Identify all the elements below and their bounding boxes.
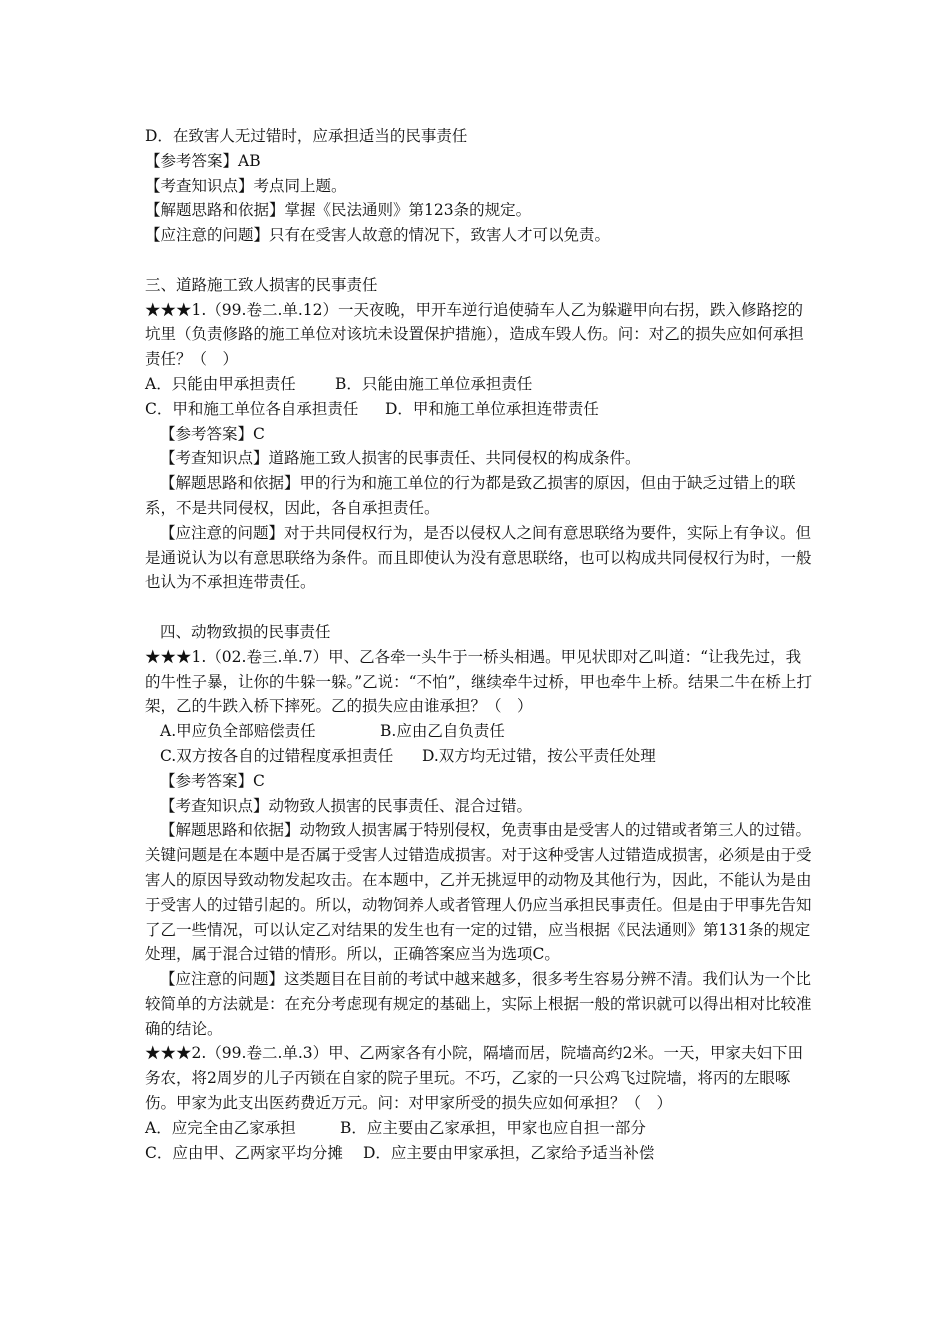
s4-q1-option-a: A.甲应负全部赔偿责任 xyxy=(160,722,316,741)
s4-q1-answer: 【参考答案】C xyxy=(160,771,265,790)
s3-q1-option-d: D．甲和施工单位承担连带责任 xyxy=(385,399,599,418)
spacer xyxy=(145,248,815,273)
s4-q1-knowledge: 【考查知识点】动物致人损害的民事责任、混合过错。 xyxy=(160,796,533,815)
prev-knowledge: 【考查知识点】考点同上题。 xyxy=(145,176,347,195)
s3-q1-stem: ★★★1.（99.卷二.单.12）一天夜晚，甲开车逆行追使骑车人乙为躲避甲向右拐，跌入修路挖的坑里（负责修路的施工单位对该坑未设置保护措施），造成车毁人伤。问：对乙的损失应如何承担责任？（ ） xyxy=(145,300,804,369)
s3-q1-attention: 【应注意的问题】对于共同侵权行为，是否以侵权人之间有意思联络为要件，实际上有争议。但是通说认为以有意思联络为条件。而且即使认为没有意思联络，也可以构成共同侵权行为时，一般也认为不承担连带责任。 xyxy=(145,523,812,592)
s3-q1-answer: 【参考答案】C xyxy=(160,424,265,443)
s3-q1-options-ab xyxy=(145,372,815,397)
s4-q1-option-d: D.双方均无过错，按公平责任处理 xyxy=(422,746,656,765)
s4-q1-reasoning: 【解题思路和依据】动物致人损害属于特别侵权，免责事由是受害人的过错或者第三人的过错。关键问题是在本题中是否属于受害人过错造成损害。对于这种受害人过错造成损害，必须是由于受害人的原因导致动物发起攻击。在本题中，乙并无挑逗甲的动物及其他行为，因此，不能认为是由于受害人的过错引起的。所以，动物饲养人或者管理人仍应当承担民事责任。但是由于甲事先告知了乙一些情况，可以认定乙对结果的发生也有一定的过错，应当根据《民法通则》第131条的规定处理，属于混合过错的情形。所以，正确答案应当为选项C。 xyxy=(145,821,812,964)
s3-q1-option-c: C．甲和施工单位各自承担责任 xyxy=(145,399,359,418)
s4-q1-stem: ★★★1.（02.卷三.单.7）甲、乙各牵一头牛于一桥头相遇。甲见状即对乙叫道：“让我先过，我的牛性子暴，让你的牛躲一躲。”乙说：“不怕”，继续牵牛过桥，甲也牵牛上桥。结果二牛在桥上打架，乙的牛跌入桥下摔死。乙的损失应由谁承担？（ ） xyxy=(145,647,813,716)
prev-reasoning: 【解题思路和依据】掌握《民法通则》第123条的规定。 xyxy=(145,201,532,220)
s4-q2-option-d: D．应主要由甲家承担，乙家给予适当补偿 xyxy=(363,1143,655,1162)
s3-q1-reasoning: 【解题思路和依据】甲的行为和施工单位的行为都是致乙损害的原因，但由于缺乏过错上的联系，不是共同侵权，因此，各自承担责任。 xyxy=(145,474,796,517)
spacer xyxy=(145,595,815,620)
s4-q2-option-b: B．应主要由乙家承担，甲家也应自担一部分 xyxy=(340,1118,646,1137)
prev-option-d: D．在致害人无过错时，应承担适当的民事责任 xyxy=(145,127,468,145)
s4-q1-options-ab xyxy=(145,719,815,744)
prev-attention: 【应注意的问题】只有在受害人故意的情况下，致害人才可以免责。 xyxy=(145,226,611,245)
s4-q1-option-b: B.应由乙自负责任 xyxy=(380,722,505,741)
s3-q1-knowledge: 【考查知识点】道路施工致人损害的民事责任、共同侵权的构成条件。 xyxy=(160,449,641,468)
prev-answer: 【参考答案】AB xyxy=(145,151,261,170)
s4-q1-attention: 【应注意的问题】这类题目在目前的考试中越来越多，很多考生容易分辨不清。我们认为一个比较简单的方法就是：在充分考虑现有规定的基础上，实际上根据一般的常识就可以得出相对比较准确的结论。 xyxy=(145,970,812,1038)
s3-q1-options-cd xyxy=(145,397,815,422)
s4-q1-options-cd xyxy=(145,744,815,769)
s3-q1-option-a: A．只能由甲承担责任 xyxy=(145,374,296,393)
s3-q1-option-b: B．只能由施工单位承担责任 xyxy=(335,374,533,393)
document-body xyxy=(145,124,815,1165)
s4-q2-stem: ★★★2.（99.卷二.单.3）甲、乙两家各有小院，隔墙而居，院墙高约2米。一天，甲家夫妇下田务农，将2周岁的儿子丙锁在自家的院子里玩。不巧，乙家的一只公鸡飞过院墙，将丙的左眼啄伤。甲家为此支出医药费近万元。问：对甲家所受的损失应如何承担？（ ） xyxy=(145,1044,804,1113)
s4-q2-option-c: C．应由甲、乙两家平均分摊 xyxy=(145,1143,343,1162)
s4-q2-options-ab xyxy=(145,1116,815,1141)
s4-q1-option-c: C.双方按各自的过错程度承担责任 xyxy=(160,746,394,765)
s4-q2-options-cd xyxy=(145,1141,815,1166)
section4-title: 四、动物致损的民事责任 xyxy=(160,622,331,641)
section3-title: 三、道路施工致人损害的民事责任 xyxy=(145,275,378,294)
s4-q2-option-a: A．应完全由乙家承担 xyxy=(145,1118,296,1137)
